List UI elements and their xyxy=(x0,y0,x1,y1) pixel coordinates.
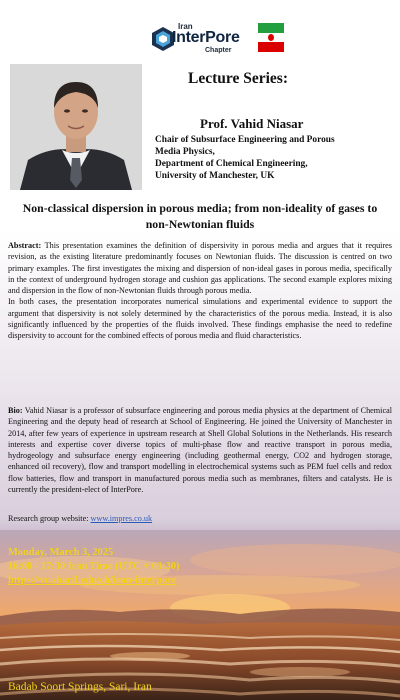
abstract-section xyxy=(8,240,392,342)
abstract-paragraph-2: In both cases, the presentation incorporates numerical simulations and experimental evidence to support the argument that dispersivity is not solely determined by the characteristics of the porous media. Instead, it is also significantly influenced by the properties of the fluids involved. These findings emphasise the need to redefine dispersivity to account for the combined effects of porous media and fluid characteristics. xyxy=(8,297,392,341)
interpore-logo xyxy=(150,22,255,58)
logo-sub-text: Chapter xyxy=(205,47,232,54)
logo-top-text: Iran xyxy=(178,22,193,31)
logo-name: InterPore xyxy=(172,29,240,46)
affiliation-line: Media Physics, xyxy=(155,147,215,157)
bio-section xyxy=(8,405,392,495)
bio-label: Bio: xyxy=(8,406,23,415)
website-line xyxy=(8,514,152,523)
iran-flag-icon xyxy=(258,23,284,52)
abstract-paragraph-1: This presentation examines the definition of dispersivity in porous media and argues that it requires revision, as the existing literature predominantly focuses on Newtonian fluids. The discussion is centred on two primary examples. The first investigates the mixing and dispersion of non-ideal gases in porous media, specifically in the context of underground hydrogen storage and cushion gas applications. The second example explores mixing and dispersion in the flow of non-Newtonian fluids through porous media. xyxy=(8,241,392,296)
bio-text: Vahid Niasar is a professor of subsurface engineering and porous media physics at the department of Chemical Engineering and the deputy head of research at School of Engineering. He joined the University of Manchester in 2014, after few years of experience in upstream research at Shell Global Solutions in the Netherlands. His research interests and expertise cover diverse topics of multi-phase flow and reactive transport in porous media, hydrogeology and subsurface energy engineering (including geothermal energy, CO2 and hydrogen storage, enhanced oil recovery), flow and transport modelling in electrochemical systems such as PEM fuel cells and redox flow batteries, flow and transport in manufactured porous media such as membranes, filters and catalysts. He is currently the president-elect of InterPore. xyxy=(8,406,392,495)
affiliation-line: University of Manchester, UK xyxy=(155,171,275,181)
speaker-affiliation xyxy=(155,134,395,182)
affiliation-line: Department of Chemical Engineering, xyxy=(155,159,308,169)
image-caption: Badab Soort Springs, Sari, Iran xyxy=(8,681,152,693)
affiliation-line: Chair of Subsurface Engineering and Porous xyxy=(155,135,335,145)
website-link[interactable]: www.impres.co.uk xyxy=(90,514,153,523)
website-label: Research group website: xyxy=(8,514,91,523)
abstract-label: Abstract: xyxy=(8,241,42,250)
speaker-photo xyxy=(10,64,142,190)
talk-title: Non-classical dispersion in porous media; from non-ideality of gases to non-Newtonian fluids xyxy=(22,201,378,231)
event-date: Monday, March 3, 2025 xyxy=(8,547,114,558)
speaker-name: Prof. Vahid Niasar xyxy=(200,116,304,131)
event-link[interactable]: https://vc.sharif.edu/ch/iran-interpore xyxy=(8,575,177,586)
series-title: Lecture Series: xyxy=(188,70,288,87)
event-time: 16:00 - 17:30 Iran Time (UTC + 03:30) xyxy=(8,561,180,572)
